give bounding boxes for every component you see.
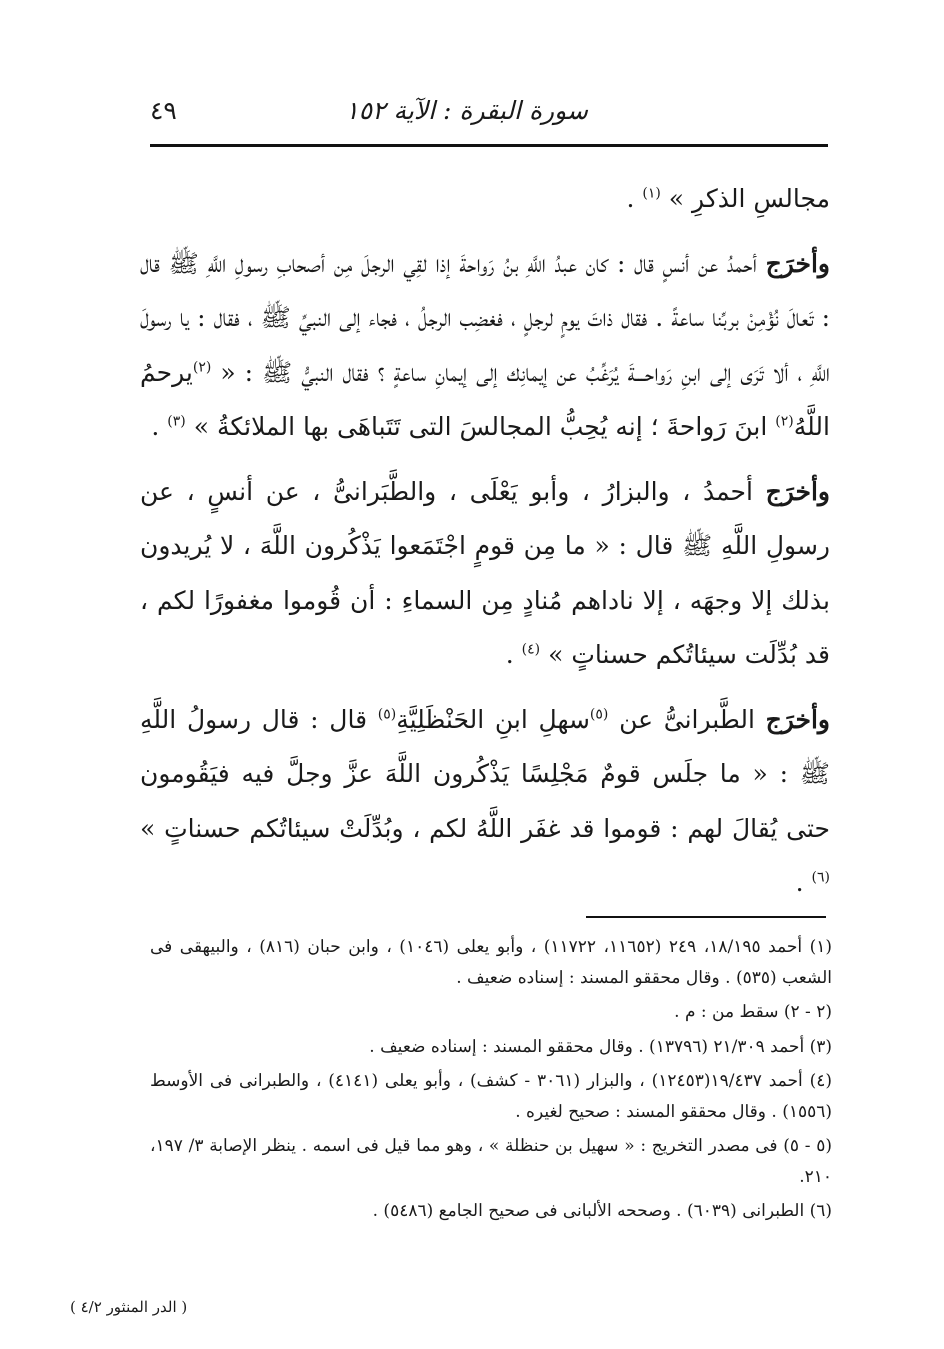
- footnote: (٢ - ٢) سقط من : م .: [674, 1002, 832, 1022]
- paragraph-tail: .: [795, 868, 812, 897]
- footnote-ref: (٥): [589, 706, 609, 723]
- paragraph-lead: وأخرَج: [765, 248, 830, 278]
- paragraph-text: سهلِ ابنِ الحَنْظَلِيَّةِ: [396, 704, 590, 734]
- paragraph-text: أحمدُ ، والبزارُ ، وأبو يَعْلَى ، والطَّبَرانىُّ ، عن أنسٍ ، عن رسولِ اللَّهِ ﷺ قال : « ما مِن قومٍ اجْتَمَعوا يَذْكُرون اللَّهَ ، لا يُريدون بذلك إلا وجهَه ، إلا ناداهم مُنادٍ مِن السماءِ : أن قُوموا مغفورًا لكم ، قد بُدِّلَت سيئاتُكم حسناتٍ »: [140, 476, 830, 669]
- footnote-ref: (٢): [775, 413, 794, 430]
- footnote-ref: (٢): [192, 359, 212, 376]
- paragraph: [140, 172, 830, 227]
- footnotes: [150, 932, 832, 1231]
- chapter-title: سورة البقرة : الآية ١٥٢: [345, 96, 588, 125]
- footnote: (٦) الطبرانى (٦٠٣٩) . وصححه الألبانى فى صحيح الجامع (٥٤٨٦) .: [372, 1201, 832, 1221]
- footnote: (٥ - ٥) فى مصدر التخريج : « سهيل بن حنظلة » ، وهو مما قيل فى اسمه . ينظر الإصابة ٣/ ١٩٧، ٢١٠.: [150, 1136, 832, 1187]
- paragraph-tail: .: [151, 412, 168, 441]
- paragraph-text: يرحمُ اللَّهُ: [140, 357, 830, 441]
- paragraph-text: مجالسِ الذكرِ »: [660, 184, 830, 213]
- volume-signature: ( الدر المنثور ٤/٢ ): [70, 1298, 188, 1316]
- paragraph: [140, 237, 830, 455]
- footnote-ref: (٤): [521, 641, 541, 658]
- footnote: (٣) أحمد ٢١/٣٠٩ (١٣٧٩٦) . وقال محققو المسند : إسناده ضعيف .: [369, 1036, 832, 1057]
- footnote: (٤) أحمد ١٩/٤٣٧(١٢٤٥٣) ، والبزار (٣٠٦١ - كشف) ، وأبو يعلى (٤١٤١) ، والطبرانى فى الأوسط (١٥٥٦) . وقال محققو المسند : صحيح لغيره .: [150, 1071, 832, 1122]
- paragraph: [140, 693, 830, 911]
- footnote: (١) أحمد ١٨/١٩٥، ٢٤٩ (١١٦٥٢، ١١٧٢٢) ، وأبو يعلى (١٠٤٦) ، وابن حبان (٨١٦) ، والبيهقى فى الشعب (٥٣٥) . وقال محققو المسند : إسناده ضعيف .: [150, 937, 833, 988]
- paragraph-text: الطَّبرانىُّ عن: [608, 704, 766, 734]
- paragraph: [140, 465, 830, 683]
- footnote-ref: (٣): [167, 413, 186, 430]
- footnote-ref: (٥): [377, 706, 397, 723]
- footnote-ref: (٦): [811, 869, 830, 886]
- paragraph-lead: وأخرَج: [765, 704, 830, 734]
- paragraph-lead: وأخرَج: [765, 476, 830, 506]
- page-number: ٤٩: [150, 96, 177, 125]
- paragraph-tail: .: [505, 640, 522, 669]
- paragraph-tail: .: [626, 184, 643, 213]
- paragraph-text: أحمدُ عن أنسٍ قال : كان عبدُ اللَّهِ بنُ رَواحةَ إذا لقِي الرجلَ مِن أصحابِ رسولِ اللَّهِ ﷺ قال : تَعالَ نُؤْمِنْ بربِّنا ساعةً . فقال ذاتَ يومٍ لرجلٍ ، فغضِب الرجلُ ، فجاء إلى النبيِّ ﷺ ، فقال : يا رسولَ اللَّهِ ، ألا تَرَى إلى ابنِ رَواحـــةَ يُرَغِّبُ عن إيمانِك إلى إيمانِ ساعةٍ ؟ فقال النبيُّ ﷺ : «: [140, 248, 830, 387]
- footnote-ref: (١): [642, 185, 661, 202]
- header-divider: [150, 144, 828, 147]
- paragraph-text: ابنَ رَواحةَ ؛ إنه يُحِبُّ المجالسَ التى تَتَباهَى بها الملائكةُ »: [185, 412, 776, 441]
- main-text: [140, 172, 830, 911]
- paragraph-text: قال : قال رسولُ اللَّهِ ﷺ : « ما جلَس قومٌ مَجْلِسًا يَذْكُرون اللَّهَ عزَّ وجلَّ فيه فيَقُومون حتى يُقالَ لهم : قوموا قد غفَر اللَّهُ لكم ، وبُدِّلَتْ سيئاتُكم حسناتٍ »: [140, 704, 830, 843]
- running-header: [150, 96, 828, 136]
- footnote-divider: [586, 916, 826, 918]
